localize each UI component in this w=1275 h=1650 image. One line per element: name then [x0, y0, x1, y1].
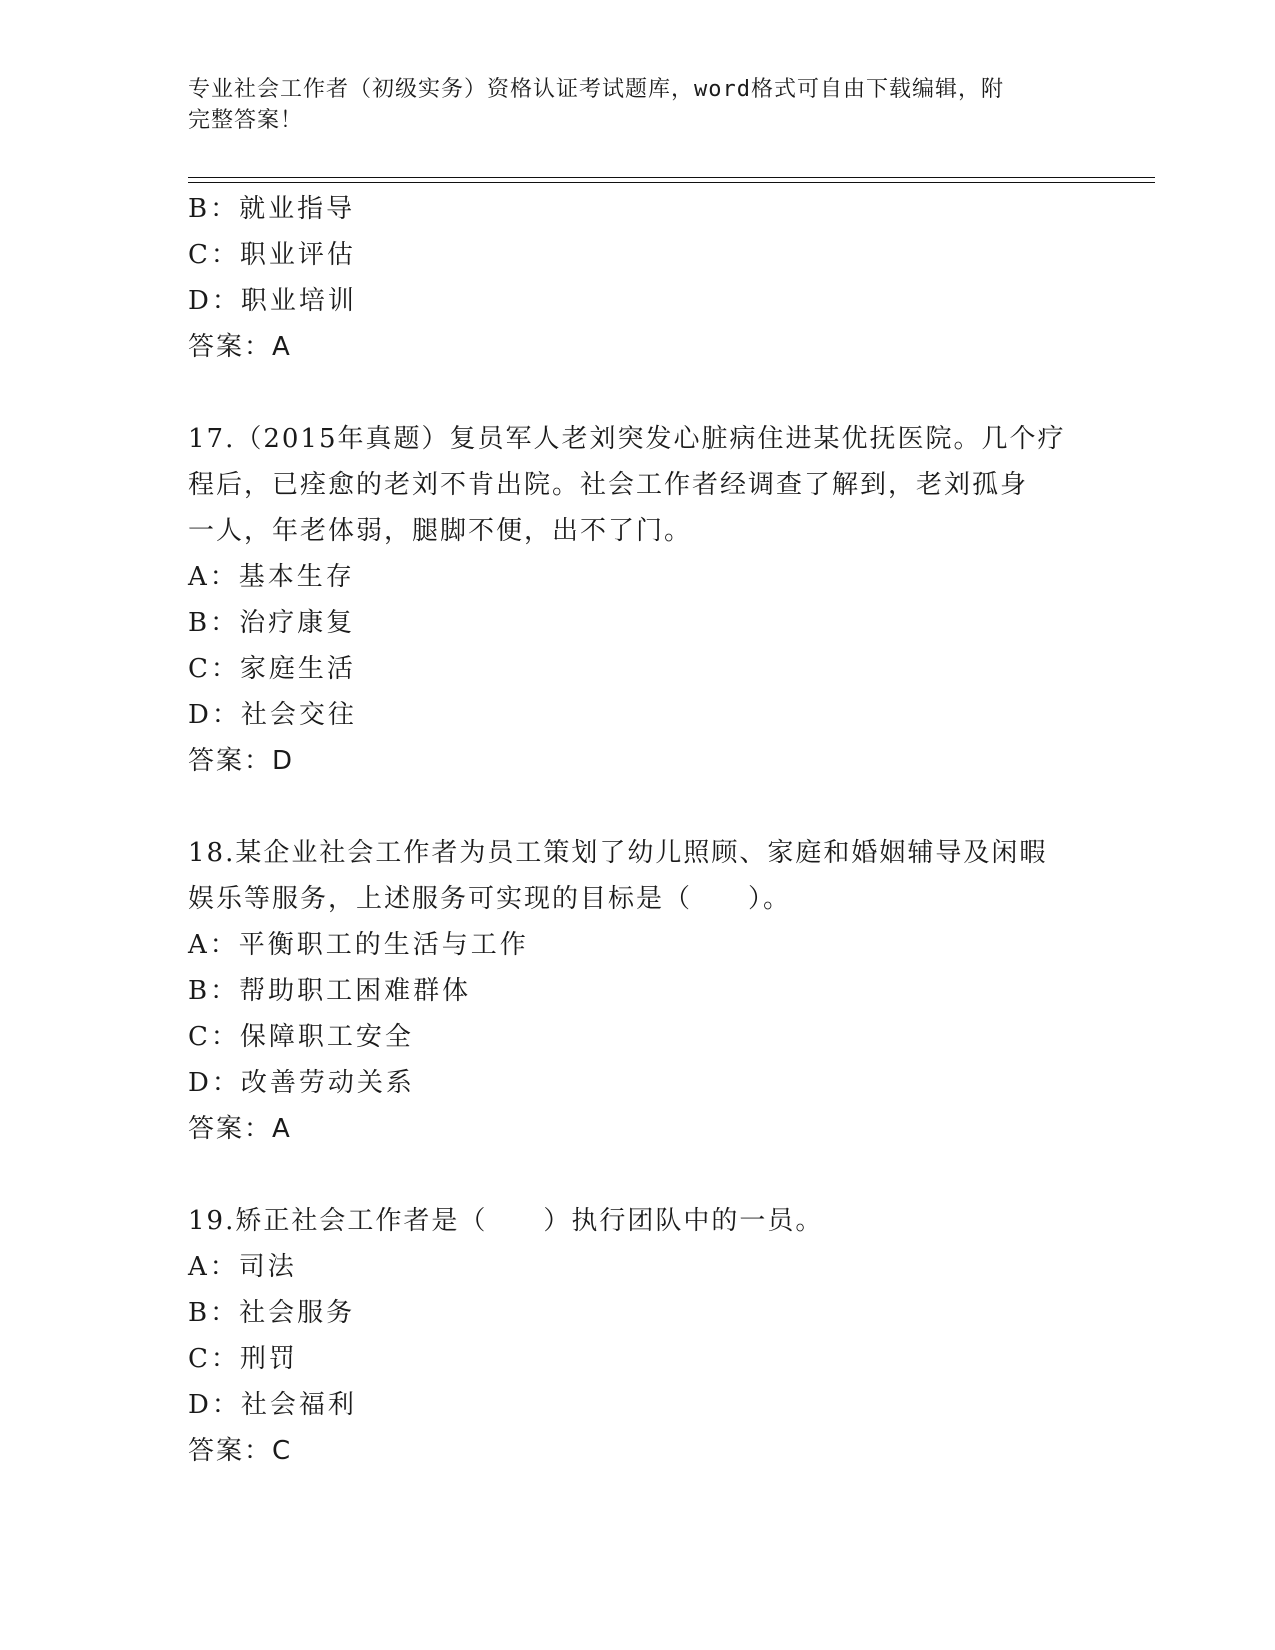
- question-19: [188, 1198, 1088, 1474]
- option-c: C：刑罚: [188, 1344, 298, 1374]
- stem-line: 19.矫正社会工作者是（ ）执行团队中的一员。: [188, 1206, 824, 1236]
- option-b: B：治疗康复: [188, 608, 356, 638]
- header-rule-bottom: [188, 182, 1155, 183]
- answer-line: 答案：A: [188, 1114, 292, 1144]
- option-c: C：家庭生活: [188, 654, 356, 684]
- option-d: D：社会福利: [188, 1390, 357, 1420]
- question-list: [188, 186, 1088, 1474]
- stem-line: 一人，年老体弱，腿脚不便，出不了门。: [188, 516, 693, 546]
- question-stem: [188, 830, 1088, 922]
- stem-line: 程后，已痊愈的老刘不肯出院。社会工作者经调查了解到，老刘孤身: [188, 470, 1029, 500]
- answer-line: 答案：C: [188, 1436, 293, 1466]
- header-line-2: 完整答案！: [188, 108, 304, 133]
- header-rule-top: [188, 177, 1155, 178]
- stem-line: 18.某企业社会工作者为员工策划了幼儿照顾、家庭和婚姻辅导及闲暇: [188, 838, 1048, 868]
- option-a: A：平衡职工的生活与工作: [188, 930, 529, 960]
- answer-line: 答案：D: [188, 746, 295, 776]
- answer-line: 答案：A: [188, 332, 292, 362]
- question-17: [188, 416, 1088, 784]
- question-18: [188, 830, 1088, 1152]
- question-stem: [188, 1198, 1088, 1244]
- option-a: A：司法: [188, 1252, 297, 1282]
- option-c: C：保障职工安全: [188, 1022, 414, 1052]
- stem-line: 娱乐等服务，上述服务可实现的目标是（ ）。: [188, 884, 792, 914]
- stem-line: 17.（2015年真题）复员军人老刘突发心脏病住进某优抚医院。几个疗: [188, 424, 1066, 454]
- option-a: A：基本生存: [188, 562, 355, 592]
- option-d: D：改善劳动关系: [188, 1068, 415, 1098]
- option-d: D：职业培训: [188, 286, 357, 316]
- question-16-tail: [188, 186, 1088, 370]
- option-b: B：就业指导: [188, 194, 356, 224]
- document-header: [188, 74, 1068, 136]
- header-line-1: 专业社会工作者（初级实务）资格认证考试题库，word格式可自由下载编辑，附: [188, 77, 1004, 102]
- option-b: B：帮助职工困难群体: [188, 976, 472, 1006]
- option-d: D：社会交往: [188, 700, 357, 730]
- question-stem: [188, 416, 1088, 554]
- option-b: B：社会服务: [188, 1298, 356, 1328]
- option-c: C：职业评估: [188, 240, 356, 270]
